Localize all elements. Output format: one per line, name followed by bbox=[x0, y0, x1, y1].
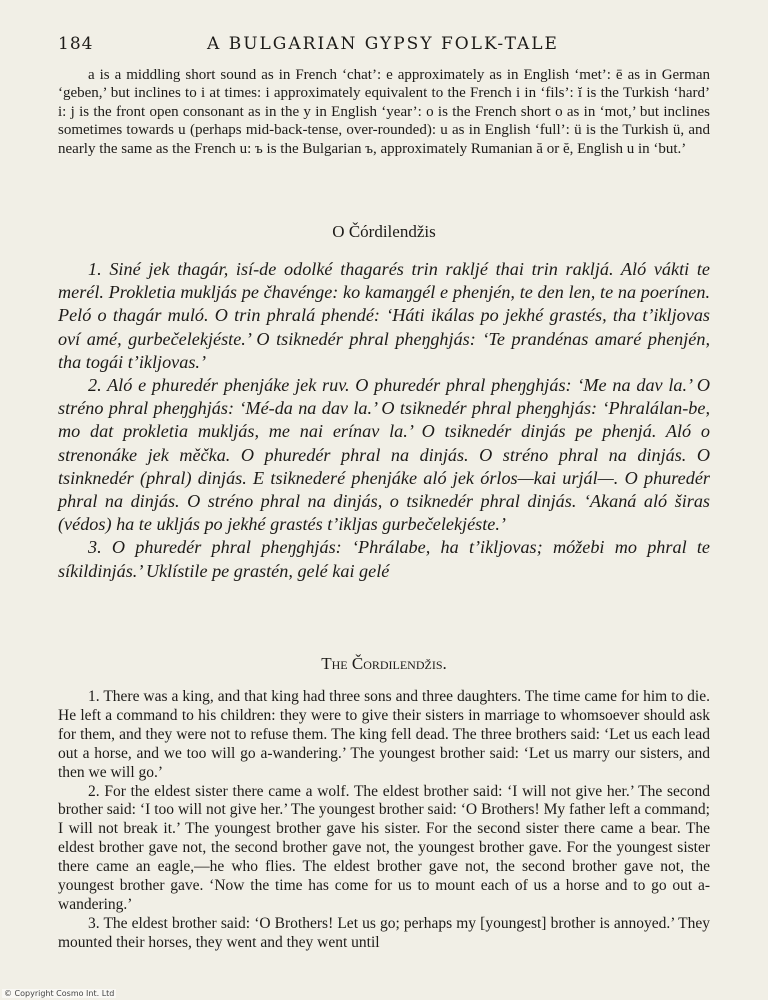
pronunciation-paragraph: a is a middling short sound as in French ‘chat’: e approximately as in English ‘met’: ē as in German ‘geben,’ but inclines to i at times: i approximately equivalent to the French i in ‘fils’: ĭ is the Turkish ‘hard’ i: j is the front open consonant as in the y in English ‘year’: o is the French short o as in ‘mot,’ but inclines sometimes towards u (perhaps mid-back-tense, over-rounded): u as in English ‘full’: ü is the Turkish ü, and nearly the same as the French u: ъ is the Bulgarian ъ, approximately Rumanian ă or ĕ, English u in ‘but.’ bbox=[58, 67, 710, 157]
copyright-watermark: © Copyright Cosmo Int. Ltd bbox=[4, 989, 115, 998]
english-paragraph-2: 2. For the eldest sister there came a wolf. The eldest brother said: ‘I will not give her.’ The second brother said: ‘I too will not give her.’ The youngest brother said: ‘O Brothers! My father left a command; I will not break it.’ The youngest brother gave his sister. For the second sister there came a bear. The eldest brother gave not, the second brother gave not, the youngest brother gave. For the youngest sister there came an eagle,—he who flies. The eldest brother gave not, the second brother gave not, the youngest brother gave. ‘Now the time has come for us to mount each of us a horse and to go out a-wandering.’ bbox=[58, 782, 710, 913]
pronunciation-notes bbox=[58, 66, 710, 158]
running-title: A BULGARIAN GYPSY FOLK-TALE bbox=[207, 34, 559, 54]
romani-text bbox=[58, 258, 710, 583]
english-text bbox=[58, 688, 710, 953]
romani-paragraph-3: 3. O phuredér phral pheŋghjás: ‘Phrálabe, ha t’ikljovas; móžebi mo phral te síkildinjás.’ Uklístile pe grastén, gelé kai gelé bbox=[58, 537, 710, 581]
romani-paragraph-1: 1. Siné jek thagár, isí-de odolké thagarés trin rakljé thai trin rakljá. Aló vákti te merél. Prokletia mukljás pe čhavénge: ko kamaŋgél e phenjén, te den len, te na poerínen. Peló o thagár muló. O trin phralá phendé: ‘Háti ikálas po jekhé grastés, tha t’ikljovas oví amé, gurbečelekjéste.’ O tsiknedér phral pheŋghjás: ‘Te prandénas amaré phenjén, tha togái t’ikljovas.’ bbox=[58, 259, 710, 372]
english-heading: The Čordilendžis. bbox=[321, 654, 447, 673]
romani-paragraph-2: 2. Aló e phuredér phenjáke jek ruv. O phuredér phral pheŋghjás: ‘Me na dav la.’ O stréno phral pheŋghjás: ‘Mé-da na dav la.’ O tsiknedér phral pheŋghjás: ‘Phralálan-be, mo dat prokletia mukljás, me nai erínav la.’ O tsiknedér dinjás pe phenjá. Aló o strenonáke jek měčka. O phuredér phral na dinjás. O stréno phral na dinjás. O tsinknedér (phral) dinjás. E tsiknederé phenjáke aló jek órlos—kai urjál—. O phuredér phral na dinjás. O stréno phral na dinjás, o tsiknedér phral dinjás. ‘Akaná aló širas (védos) ha te ukljás po jekhé grastés t’ikljas gurbečelekjéste.’ bbox=[58, 375, 710, 535]
page-number: 184 bbox=[58, 34, 94, 54]
romani-heading: O Čórdilendžis bbox=[332, 222, 436, 241]
english-paragraph-3: 3. The eldest brother said: ‘O Brothers! Let us go; perhaps my [youngest] brother is annoyed.’ They mounted their horses, they went and they went until bbox=[58, 914, 710, 951]
english-paragraph-1: 1. There was a king, and that king had three sons and three daughters. The time came for him to die. He left a command to his children: they were to give their sisters in marriage to whomsoever should ask for them, and they were not to refuse them. The king fell dead. The three brothers said: ‘Let us each lead out a horse, and we too will go a-wandering.’ The youngest brother said: ‘Let us marry our sisters, and then we will go.’ bbox=[58, 688, 710, 781]
